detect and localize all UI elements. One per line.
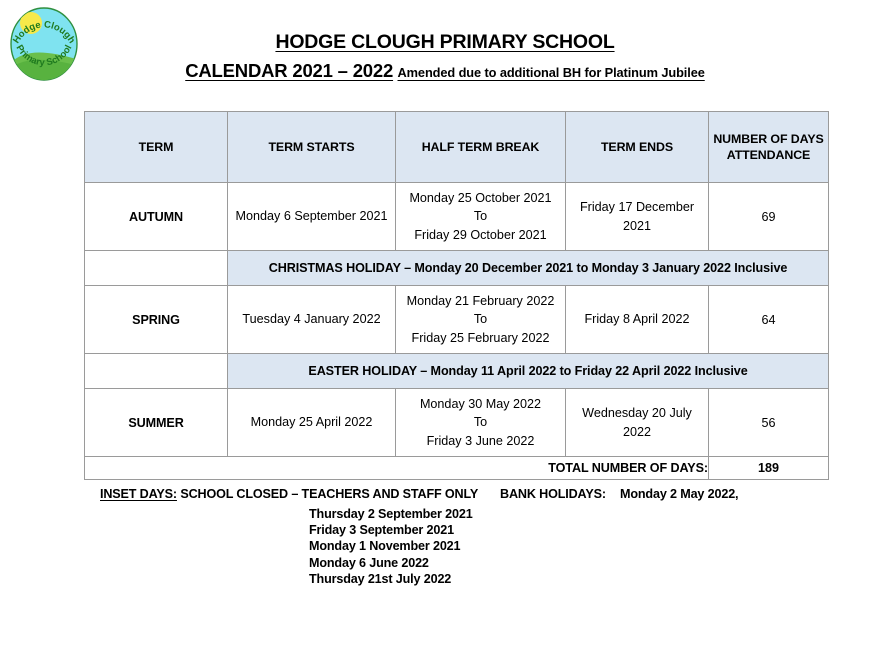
autumn-term-starts: Monday 6 September 2021 (228, 183, 396, 251)
spring-half-term-to-word: To (473, 312, 488, 327)
summer-days-attendance: 56 (709, 389, 829, 457)
inset-days-heading (100, 487, 478, 501)
document-title-block (0, 30, 890, 83)
column-header-term: TERM (85, 112, 228, 183)
autumn-half-term-break (396, 183, 566, 251)
footer-notes (0, 484, 890, 604)
total-days-value: 189 (709, 457, 829, 480)
table-row (85, 183, 829, 251)
summer-term-ends (566, 389, 709, 457)
calendar-amendment-note: Amended due to additional BH for Platinum Jubilee (397, 65, 705, 81)
logo-top-text: Hodge Clough (10, 19, 78, 46)
spring-days-attendance: 64 (709, 286, 829, 354)
column-header-days-line2: ATTENDANCE (726, 148, 811, 162)
inset-days-description: SCHOOL CLOSED – TEACHERS AND STAFF ONLY (176, 487, 479, 501)
summer-term-ends-line2: 2022 (622, 424, 652, 439)
summer-half-term-from: Monday 30 May 2022 (419, 397, 542, 412)
summer-half-term-to: Friday 3 June 2022 (426, 433, 535, 448)
autumn-half-term-to: Friday 29 October 2021 (414, 227, 547, 242)
autumn-term-ends-line1: Friday 17 December (579, 200, 695, 215)
autumn-days-attendance: 69 (709, 183, 829, 251)
easter-holiday-banner: EASTER HOLIDAY – Monday 11 April 2022 to Friday 22 April 2022 Inclusive (228, 354, 829, 389)
table-row (85, 251, 829, 286)
list-item: Thursday 21st July 2022 (309, 571, 452, 586)
spring-half-term-to: Friday 25 February 2022 (411, 330, 550, 345)
christmas-holiday-blank-cell (85, 251, 228, 286)
table-total-row (85, 457, 829, 480)
column-header-half-term-break: HALF TERM BREAK (396, 112, 566, 183)
spring-term-starts: Tuesday 4 January 2022 (228, 286, 396, 354)
column-header-number-of-days (709, 112, 829, 183)
bank-holidays-value: Monday 2 May 2022, (620, 487, 739, 501)
term-name-summer: SUMMER (85, 389, 228, 457)
column-header-days-line1: NUMBER OF DAYS (713, 131, 824, 146)
summer-term-ends-line1: Wednesday 20 July (582, 406, 692, 421)
column-header-term-starts: TERM STARTS (228, 112, 396, 183)
term-name-autumn: AUTUMN (85, 183, 228, 251)
calendar-subtitle-line (0, 60, 890, 82)
term-name-spring: SPRING (85, 286, 228, 354)
list-item: Monday 6 June 2022 (309, 555, 429, 570)
easter-holiday-blank-cell (85, 354, 228, 389)
total-days-label: TOTAL NUMBER OF DAYS: (85, 457, 709, 480)
autumn-half-term-to-word: To (473, 209, 488, 224)
list-item: Monday 1 November 2021 (309, 539, 461, 554)
summer-half-term-break (396, 389, 566, 457)
calendar-title: CALENDAR 2021 – 2022 (185, 60, 394, 82)
christmas-holiday-banner: CHRISTMAS HOLIDAY – Monday 20 December 2021 to Monday 3 January 2022 Inclusive (228, 251, 829, 286)
table-header-row (85, 112, 829, 183)
spring-half-term-break (396, 286, 566, 354)
summer-half-term-to-word: To (473, 415, 488, 430)
table-row (85, 389, 829, 457)
spring-half-term-from: Monday 21 February 2022 (406, 294, 555, 309)
autumn-term-ends (566, 183, 709, 251)
autumn-half-term-from: Monday 25 October 2021 (409, 191, 552, 206)
table-row (85, 286, 829, 354)
list-item: Friday 3 September 2021 (309, 523, 454, 538)
bank-holidays-label: BANK HOLIDAYS: (500, 487, 606, 501)
inset-days-list (309, 506, 473, 587)
spring-term-ends: Friday 8 April 2022 (566, 286, 709, 354)
autumn-term-ends-line2: 2021 (622, 218, 652, 233)
list-item: Thursday 2 September 2021 (309, 507, 473, 521)
summer-term-starts: Monday 25 April 2022 (228, 389, 396, 457)
column-header-term-ends: TERM ENDS (566, 112, 709, 183)
term-dates-table (84, 111, 829, 480)
logo-bottom-text: Primary School (13, 43, 75, 69)
page-title: HODGE CLOUGH PRIMARY SCHOOL (275, 31, 615, 53)
table-row (85, 354, 829, 389)
inset-days-label: INSET DAYS: (100, 487, 177, 501)
